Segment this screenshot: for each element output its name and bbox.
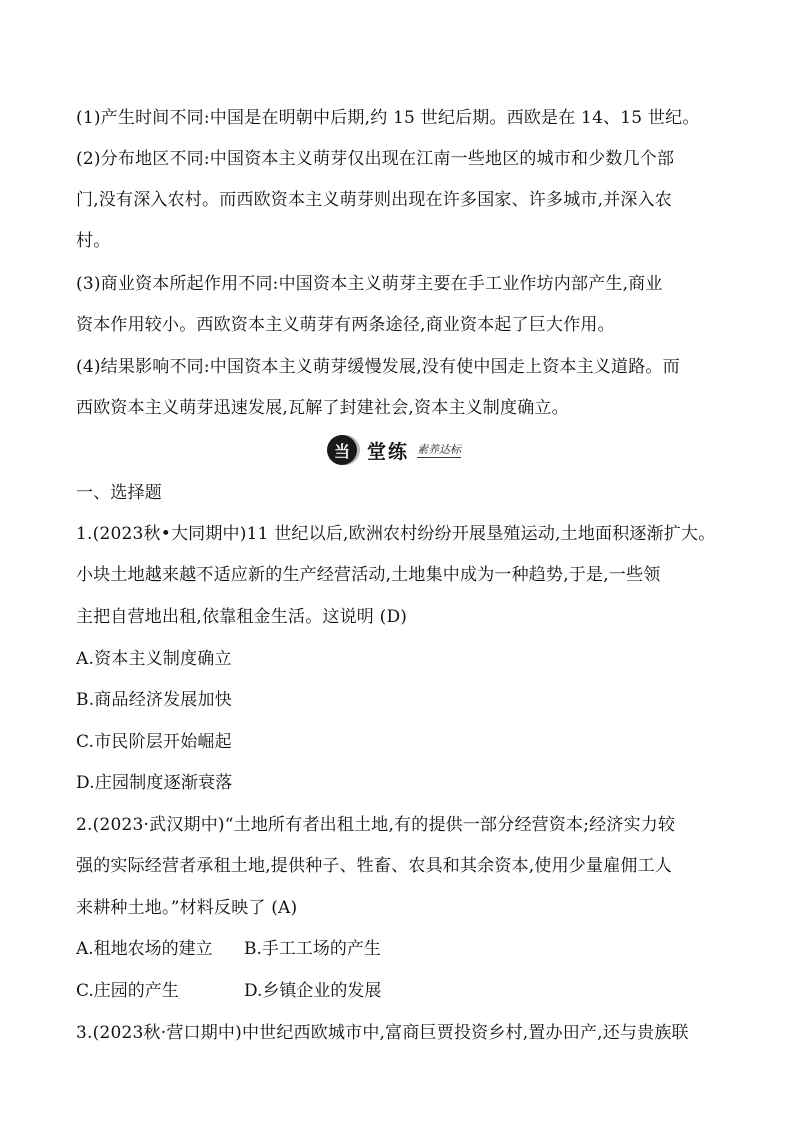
answer-line: 资本作用较小。西欧资本主义萌芽有两条途径,商业资本起了巨大作用。: [76, 315, 615, 335]
question-line: 2.(2023·武汉期中)“土地所有者出租土地,有的提供一部分经营资本;经济实力较: [76, 815, 676, 835]
answer-line: (1)产生时间不同:中国是在明朝中后期,约 15 世纪后期。西欧是在 14、15 世纪。: [76, 108, 700, 128]
answer-line: (3)商业资本所起作用不同:中国资本主义萌芽主要在手工业作坊内部产生,商业: [76, 274, 663, 294]
section-heading: 一、选择题: [76, 483, 162, 503]
question-line: 小块土地越来越不适应新的生产经营活动,土地集中成为一种趋势,于是,一些领: [76, 565, 661, 585]
question-line: 1.(2023秋•大同期中)11 世纪以后,欧洲农村纷纷开展垦殖运动,土地面积逐渐扩大。: [76, 524, 716, 544]
answer-line: 西欧资本主义萌芽迅速发展,瓦解了封建社会,资本主义制度确立。: [76, 398, 569, 418]
section-badge-icon: 当: [327, 435, 357, 465]
option-c: C.庄园的产生: [76, 981, 179, 1001]
section-subtitle: 素养达标: [417, 442, 462, 456]
section-banner: [327, 433, 461, 467]
option-c: C.市民阶层开始崛起: [76, 732, 232, 752]
answer-line: 村。: [76, 231, 111, 251]
answer-line: (4)结果影响不同:中国资本主义萌芽缓慢发展,没有使中国走上资本主义道路。而: [76, 357, 680, 377]
option-b: B.商品经济发展加快: [76, 690, 232, 710]
question-line: 主把自营地出租,依靠租金生活。这说明 (D): [76, 607, 408, 627]
option-row: [76, 938, 381, 960]
option-row: [76, 980, 381, 1002]
option-b: B.手工工场的产生: [244, 939, 381, 959]
answer-line: (2)分布地区不同:中国资本主义萌芽仅出现在江南一些地区的城市和少数几个部: [76, 149, 675, 169]
option-d: D.乡镇企业的发展: [244, 981, 382, 1001]
question-line: 来耕种土地。”材料反映了 (A): [76, 898, 298, 918]
option-a: A.租地农场的建立: [76, 939, 213, 959]
question-line: 强的实际经营者承租土地,提供种子、牲畜、农具和其余资本,使用少量雇佣工人: [76, 856, 673, 876]
option-a: A.资本主义制度确立: [76, 649, 232, 669]
answer-line: 门,没有深入农村。而西欧资本主义萌芽则出现在许多国家、许多城市,并深入农: [76, 190, 673, 210]
question-line: 3.(2023秋·营口期中)中世纪西欧城市中,富商巨贾投资乡村,置办田产,还与贵族联: [76, 1023, 689, 1043]
option-d: D.庄园制度逐渐衰落: [76, 773, 233, 793]
section-title: 堂练: [367, 440, 410, 463]
